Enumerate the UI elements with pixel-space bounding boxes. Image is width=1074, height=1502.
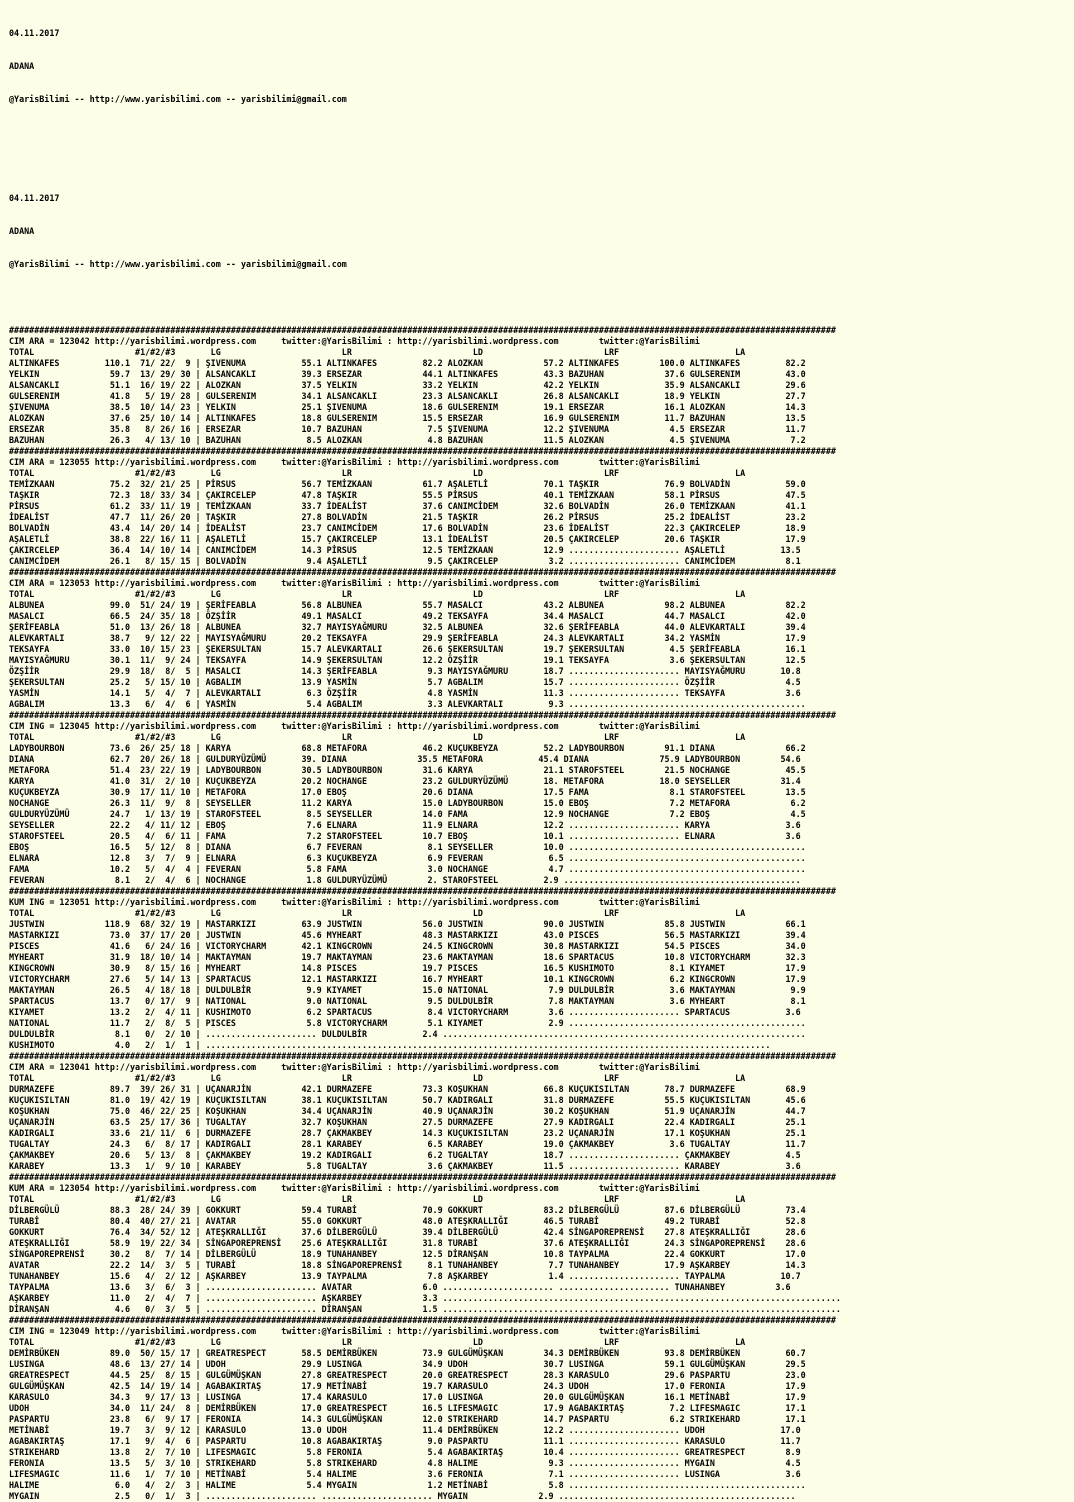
result-row: FERONIA 13.5 5/ 3/ 10 | STRIKEHARD 5.8 STRIKEHARD 4.8 HALIME 9.3 ...................... MYGAIN 4.5: [9, 1458, 801, 1468]
result-row: BOLVADİN 43.4 14/ 20/ 14 | İDEALİST 23.7 CANIMCİDEM 17.6 BOLVADİN 23.6 İDEALİST 22.3 ÇAKIRCELEP 18.9: [9, 523, 806, 533]
result-row: İDEALİST 47.7 11/ 26/ 20 | TAŞKIR 27.8 BOLVADİN 21.5 TAŞKIR 26.2 PİRSUS 25.2 İDEALİST 23.2: [9, 512, 806, 522]
race-header-line: CIM ARA = 123053 http://yarisbilimi.wordpress.com twitter:@YarisBilimi : http://yarisbilimi.wordpress.com twitter:@YarisBilimi: [9, 578, 700, 588]
column-header-line: TOTAL #1/#2/#3 LG LR LD LRF LA: [9, 1194, 746, 1204]
result-row: ŞERİFEABLA 51.0 13/ 26/ 18 | ALBUNEA 32.7 MAYISYAĞMURU 32.5 ALBUNEA 32.6 ŞERİFEABLA 44.0 ALEVKARTALI 39.4: [9, 622, 806, 632]
blank-line: [9, 292, 1074, 303]
result-row: METAFORA 51.4 23/ 22/ 19 | LADYBOURBON 30.5 LADYBOURBON 31.6 KARYA 21.1 STAROFSTEEL 21.5 NOCHANGE 45.5: [9, 765, 806, 775]
result-row: EBOŞ 16.5 5/ 12/ 8 | DIANA 6.7 FEVERAN 8.1 SEYSELLER 10.0 ...............................................: [9, 842, 806, 852]
result-row: AŞALETLİ 38.8 22/ 16/ 11 | AŞALETLİ 15.7 ÇAKIRCELEP 13.1 İDEALİST 20.5 ÇAKIRCELEP 20.6 TAŞKIR 17.9: [9, 534, 806, 544]
race-header-line: KUM ING = 123051 http://yarisbilimi.wordpress.com twitter:@YarisBilimi : http://yarisbilimi.wordpress.com twitter:@YarisBilimi: [9, 897, 700, 907]
result-row: LIFESMAGIC 11.6 1/ 7/ 10 | METİNABİ 5.4 HALIME 3.6 FERONIA 7.1 ...................... LUSINGA 3.6: [9, 1469, 801, 1479]
result-row: AVATAR 22.2 14/ 3/ 5 | TURABİ 18.8 SİNGAPOREPRENSİ 8.1 TUNAHANBEY 7.7 TUNAHANBEY 17.9 AŞKARBEY 14.3: [9, 1260, 806, 1270]
result-row: KARYA 41.0 31/ 2/ 10 | KUÇUKBEYZA 20.2 NOCHANGE 23.2 GULDURYÜZÜMÜ 18. METAFORA 18.0 SEYSELLER 31.4: [9, 776, 801, 786]
result-row: KIYAMET 13.2 2/ 4/ 11 | KUSHIMOTO 6.2 SPARTACUS 8.4 VICTORYCHARM 3.6 ...................... SPARTACUS 3.6: [9, 1007, 801, 1017]
result-row: YELKIN 59.7 13/ 29/ 30 | ALSANCAKLI 39.3 ERSEZAR 44.1 ALTINKAFES 43.3 BAZUHAN 37.6 GULSERENIM 43.0: [9, 369, 806, 379]
result-row: AŞKARBEY 11.0 2/ 4/ 7 | ...................... AŞKARBEY 3.3 ...............................................................................: [9, 1293, 841, 1303]
result-row: KARABEY 13.3 1/ 9/ 10 | KARABEY 5.8 TUGALTAY 3.6 ÇAKMAKBEY 11.5 ...................... KARABEY 3.6: [9, 1161, 801, 1171]
city-line: ADANA: [9, 226, 35, 236]
column-header-line: TOTAL #1/#2/#3 LG LR LD LRF LA: [9, 589, 746, 599]
result-row: PİRSUS 61.2 33/ 11/ 19 | TEMİZKAAN 33.7 İDEALİST 37.6 CANIMCİDEM 32.6 BOLVADİN 26.0 TEMİZKAAN 41.1: [9, 501, 806, 511]
result-row: PASPARTU 23.8 6/ 9/ 17 | FERONIA 14.3 GULGÜMÜŞKAN 12.0 STRIKEHARD 14.7 PASPARTU 6.2 STRIKEHARD 17.1: [9, 1414, 806, 1424]
separator-line: ####################################################################################################################################################################: [9, 1172, 836, 1182]
result-row: SİNGAPOREPRENSİ 30.2 8/ 7/ 14 | DİLBERGÜLÜ 18.9 TUNAHANBEY 12.5 DİRANŞAN 10.8 TAYPALMA 22.4 GOKKURT 17.0: [9, 1249, 806, 1259]
result-row: DIANA 62.7 20/ 26/ 18 | GULDURYÜZÜMÜ 39. DIANA 35.5 METAFORA 45.4 DIANA 75.9 LADYBOURBON 54.6: [9, 754, 801, 764]
result-row: YASMİN 14.1 5/ 4/ 7 | ALEVKARTALI 6.3 ÖZŞİİR 4.8 YASMİN 11.3 ...................... TEKSAYFA 3.6: [9, 688, 801, 698]
city-line: ADANA: [9, 61, 35, 71]
result-row: LUSINGA 48.6 13/ 27/ 14 | UDOH 29.9 LUSINGA 34.9 UDOH 30.7 LUSINGA 59.1 GULGÜMÜŞKAN 29.5: [9, 1359, 806, 1369]
result-row: ERSEZAR 35.8 8/ 26/ 16 | ERSEZAR 10.7 BAZUHAN 7.5 ŞIVENUMA 12.2 ŞIVENUMA 4.5 ERSEZAR 11.7: [9, 424, 806, 434]
result-row: ALSANCAKLI 51.1 16/ 19/ 22 | ALOZKAN 37.5 YELKIN 33.2 YELKIN 42.2 YELKIN 35.9 ALSANCAKLI 29.6: [9, 380, 806, 390]
result-row: GOKKURT 76.4 34/ 52/ 12 | ATEŞKRALLIĞI 37.6 DİLBERGÜLÜ 39.4 DİLBERGÜLÜ 42.4 SİNGAPOREPRENSİ 27.8 ATEŞKRALLIĞI 28.6: [9, 1227, 806, 1237]
result-row: LADYBOURBON 73.6 26/ 25/ 18 | KARYA 68.8 METAFORA 46.2 KUÇUKBEYZA 52.2 LADYBOURBON 91.1 DIANA 66.2: [9, 743, 806, 753]
result-row: FEVERAN 8.1 2/ 4/ 6 | NOCHANGE 1.8 GULDURYÜZÜMÜ 2. STAROFSTEEL 2.9 ...............................................: [9, 875, 801, 885]
race-header-line: CIM ARA = 123055 http://yarisbilimi.wordpress.com twitter:@YarisBilimi : http://yarisbilimi.wordpress.com twitter:@YarisBilimi: [9, 457, 700, 467]
result-row: HALIME 6.0 4/ 2/ 3 | HALIME 5.4 MYGAIN 1.2 METİNABİ 5.8 ...............................................: [9, 1480, 806, 1490]
separator-line: ####################################################################################################################################################################: [9, 886, 836, 896]
result-row: ÖZŞİİR 29.9 18/ 8/ 5 | MASALCI 14.3 ŞERİFEABLA 9.3 MAYISYAĞMURU 18.7 ...................... MAYISYAĞMURU 10.8: [9, 666, 801, 676]
result-row: MYGAIN 2.5 0/ 1/ 3 | ...................... ...................... MYGAIN 2.9 ...............................................: [9, 1491, 796, 1501]
contact-line: @YarisBilimi -- http://www.yarisbilimi.com -- yarisbilimi@gmail.com: [9, 94, 347, 104]
result-row: KUÇUKISILTAN 81.0 19/ 42/ 19 | KUÇUKISILTAN 38.1 KUÇUKISILTAN 50.7 KADIRGALI 31.8 DURMAZEFE 55.5 KUÇUKISILTAN 45.6: [9, 1095, 806, 1105]
result-row: UÇANARJİN 63.5 25/ 17/ 36 | TUGALTAY 32.7 KOŞUKHAN 27.5 DURMAZEFE 27.9 KADIRGALI 22.4 KADIRGALI 25.1: [9, 1117, 806, 1127]
result-row: TUGALTAY 24.3 6/ 8/ 17 | KADIRGALI 28.1 KARABEY 6.5 KARABEY 19.0 ÇAKMAKBEY 3.6 TUGALTAY 11.7: [9, 1139, 806, 1149]
column-header-line: TOTAL #1/#2/#3 LG LR LD LRF LA: [9, 732, 746, 742]
separator-line: ####################################################################################################################################################################: [9, 446, 836, 456]
result-row: GULDURYÜZÜMÜ 24.7 1/ 13/ 19 | STAROFSTEEL 8.5 SEYSELLER 14.0 FAMA 12.9 NOCHANGE 7.2 EBOŞ 4.5: [9, 809, 806, 819]
column-header-line: TOTAL #1/#2/#3 LG LR LD LRF LA: [9, 347, 746, 357]
result-row: MAYISYAĞMURU 30.1 11/ 9/ 24 | TEKSAYFA 14.9 ŞEKERSULTAN 12.2 ÖZŞİİR 19.1 TEKSAYFA 3.6 ŞEKERSULTAN 12.5: [9, 655, 806, 665]
race-header-line: CIM ARA = 123042 http://yarisbilimi.wordpress.com twitter:@YarisBilimi : http://yarisbilimi.wordpress.com twitter:@YarisBilimi: [9, 336, 700, 346]
result-row: NOCHANGE 26.3 11/ 9/ 8 | SEYSELLER 11.2 KARYA 15.0 LADYBOURBON 15.0 EBOŞ 7.2 METAFORA 6.2: [9, 798, 806, 808]
separator-line: ####################################################################################################################################################################: [9, 567, 836, 577]
result-row: STRIKEHARD 13.8 2/ 7/ 10 | LIFESMAGIC 5.8 FERONIA 5.4 AGABAKIRTAŞ 10.4 ...................... GREATRESPECT 8.9: [9, 1447, 801, 1457]
result-row: ÇAKIRCELEP 36.4 14/ 10/ 14 | CANIMCİDEM 14.3 PİRSUS 12.5 TEMİZKAAN 12.9 ...................... AŞALETLİ 13.5: [9, 545, 801, 555]
result-row: TAŞKIR 72.3 18/ 33/ 34 | ÇAKIRCELEP 47.8 TAŞKIR 55.5 PİRSUS 40.1 TEMİZKAAN 58.1 PİRSUS 47.5: [9, 490, 806, 500]
race-header-line: KUM ARA = 123054 http://yarisbilimi.wordpress.com twitter:@YarisBilimi : http://yarisbilimi.wordpress.com twitter:@YarisBilimi: [9, 1183, 700, 1193]
result-row: TURABİ 80.4 40/ 27/ 21 | AVATAR 55.0 GOKKURT 48.0 ATEŞKRALLIĞI 46.5 TURABİ 49.2 TURABİ 52.8: [9, 1216, 806, 1226]
result-row: ALEVKARTALI 38.7 9/ 12/ 22 | MAYISYAĞMURU 20.2 TEKSAYFA 29.9 ŞERİFEABLA 24.3 ALEVKARTALI 34.2 YASMİN 17.9: [9, 633, 806, 643]
result-row: GULGÜMÜŞKAN 42.5 14/ 19/ 14 | AGABAKIRTAŞ 17.9 METİNABİ 19.7 KARASULO 24.3 UDOH 17.0 FERONIA 17.9: [9, 1381, 806, 1391]
result-row: KUSHIMOTO 4.0 2/ 1/ 1 | ................................................................................................................: [9, 1040, 771, 1050]
result-row: ŞEKERSULTAN 25.2 5/ 15/ 10 | AGBALIM 13.9 YASMİN 5.7 AGBALIM 15.7 ...................... ÖZŞİİR 4.5: [9, 677, 801, 687]
blank-line: [9, 127, 1074, 138]
result-row: ATEŞKRALLIĞI 58.9 19/ 22/ 34 | SİNGAPOREPRENSİ 25.6 ATEŞKRALLIĞI 31.8 TURABİ 37.6 ATEŞKRALLIĞI 24.3 SİNGAPOREPRENSİ 28.6: [9, 1238, 806, 1248]
race-header-line: CIM ING = 123045 http://yarisbilimi.wordpress.com twitter:@YarisBilimi : http://yarisbilimi.wordpress.com twitter:@YarisBilimi: [9, 721, 700, 731]
result-row: AGBALIM 13.3 6/ 4/ 6 | YASMİN 5.4 AGBALIM 3.3 ALEVKARTALI 9.3 ...............................................: [9, 699, 806, 709]
result-row: SEYSELLER 22.2 4/ 11/ 12 | EBOŞ 7.6 ELNARA 11.9 ELNARA 12.2 ...................... KARYA 3.6: [9, 820, 801, 830]
result-row: JUSTWIN 118.9 68/ 32/ 19 | MASTARKIZI 63.9 JUSTWIN 56.0 JUSTWIN 90.0 JUSTWIN 85.8 JUSTWIN 66.1: [9, 919, 806, 929]
result-row: TAYPALMA 13.6 3/ 6/ 3 | ...................... AVATAR 6.0 ...................... ...................... TUNAHANBEY 3.6: [9, 1282, 791, 1292]
result-row: SPARTACUS 13.7 0/ 17/ 9 | NATIONAL 9.0 NATIONAL 9.5 DULDULBİR 7.8 MAKTAYMAN 3.6 MYHEART 8.1: [9, 996, 806, 1006]
result-row: ELNARA 12.8 3/ 7/ 9 | ELNARA 6.3 KUÇUKBEYZA 6.9 FEVERAN 6.5 ...............................................: [9, 853, 806, 863]
result-row: KUÇUKBEYZA 30.9 17/ 11/ 10 | METAFORA 17.0 EBOŞ 20.6 DIANA 17.5 FAMA 8.1 STAROFSTEEL 13.5: [9, 787, 806, 797]
result-row: KARASULO 34.3 9/ 17/ 13 | LUSINGA 17.4 KARASULO 17.0 LUSINGA 20.0 GULGÜMÜŞKAN 16.1 METİNABİ 17.9: [9, 1392, 806, 1402]
separator-line: ####################################################################################################################################################################: [9, 1051, 836, 1061]
result-row: MAKTAYMAN 26.5 4/ 18/ 18 | DULDULBİR 9.9 KIYAMET 15.0 NATIONAL 7.9 DULDULBİR 3.6 MAKTAYMAN 9.9: [9, 985, 806, 995]
date-line: 04.11.2017: [9, 193, 60, 203]
result-row: MASTARKIZI 73.0 37/ 17/ 20 | JUSTWIN 45.6 MYHEART 48.3 MASTARKIZI 43.0 PISCES 56.5 MASTARKIZI 39.4: [9, 930, 806, 940]
result-row: ŞIVENUMA 38.5 10/ 14/ 23 | YELKIN 25.1 ŞIVENUMA 18.6 GULSERENIM 19.1 ERSEZAR 16.1 ALOZKAN 14.3: [9, 402, 806, 412]
result-row: TUNAHANBEY 15.6 4/ 2/ 12 | AŞKARBEY 13.9 TAYPALMA 7.8 AŞKARBEY 1.4 ...................... TAYPALMA 10.7: [9, 1271, 801, 1281]
result-row: KINGCROWN 30.9 8/ 15/ 16 | MYHEART 14.8 PISCES 19.7 PISCES 16.5 KUSHIMOTO 8.1 KIYAMET 17.9: [9, 963, 806, 973]
result-row: ALOZKAN 37.6 25/ 10/ 14 | ALTINKAFES 18.8 GULSERENIM 15.5 ERSEZAR 16.9 GULSERENIM 11.7 BAZUHAN 13.5: [9, 413, 806, 423]
result-row: ALBUNEA 99.0 51/ 24/ 19 | ŞERİFEABLA 56.8 ALBUNEA 55.7 MASALCI 43.2 ALBUNEA 98.2 ALBUNEA 82.2: [9, 600, 806, 610]
result-row: DULDULBİR 8.1 0/ 2/ 10 | ...................... DULDULBİR 2.4 ........................................................................: [9, 1029, 806, 1039]
result-row: DİLBERGÜLÜ 88.3 28/ 24/ 39 | GOKKURT 59.4 TURABİ 70.9 GOKKURT 83.2 DİLBERGÜLÜ 87.6 DİLBERGÜLÜ 73.4: [9, 1205, 806, 1215]
result-row: KADIRGALI 33.6 21/ 11/ 6 | DURMAZEFE 28.7 ÇAKMAKBEY 14.3 KUÇUKISILTAN 23.2 UÇANARJİN 17.1 KOŞUKHAN 25.1: [9, 1128, 806, 1138]
result-row: ALTINKAFES 110.1 71/ 22/ 9 | ŞIVENUMA 55.1 ALTINKAFES 82.2 ALOZKAN 57.2 ALTINKAFES 100.0 ALTINKAFES 82.2: [9, 358, 806, 368]
race-blocks: [9, 325, 1074, 1501]
result-row: UDOH 34.0 11/ 24/ 8 | DEMİRBÜKEN 17.0 GREATRESPECT 16.5 LIFESMAGIC 17.9 AGABAKIRTAŞ 7.2 LIFESMAGIC 17.1: [9, 1403, 806, 1413]
result-row: DİRANŞAN 4.6 0/ 3/ 5 | ...................... DİRANŞAN 1.5 ...............................................................................: [9, 1304, 841, 1314]
column-header-line: TOTAL #1/#2/#3 LG LR LD LRF LA: [9, 1337, 746, 1347]
result-row: DURMAZEFE 89.7 39/ 26/ 31 | UÇANARJİN 42.1 DURMAZEFE 73.3 KOŞUKHAN 66.8 KUÇUKISILTAN 78.7 DURMAZEFE 68.9: [9, 1084, 806, 1094]
result-row: MYHEART 31.9 18/ 10/ 14 | MAKTAYMAN 19.7 MAKTAYMAN 23.6 MAKTAYMAN 18.6 SPARTACUS 10.8 VICTORYCHARM 32.3: [9, 952, 806, 962]
result-row: TEKSAYFA 33.0 10/ 15/ 23 | ŞEKERSULTAN 15.7 ALEVKARTALI 26.6 ŞEKERSULTAN 19.7 ŞEKERSULTAN 4.5 ŞERİFEABLA 16.1: [9, 644, 806, 654]
result-row: VICTORYCHARM 27.6 5/ 14/ 13 | SPARTACUS 12.1 MASTARKIZI 16.7 MYHEART 10.1 KINGCROWN 6.2 KINGCROWN 17.9: [9, 974, 806, 984]
result-row: FAMA 10.2 5/ 4/ 4 | FEVERAN 5.8 FAMA 3.0 NOCHANGE 4.7 ...............................................: [9, 864, 806, 874]
result-row: ÇAKMAKBEY 20.6 5/ 13/ 8 | ÇAKMAKBEY 19.2 KADIRGALI 6.2 TUGALTAY 18.7 ...................... ÇAKMAKBEY 4.5: [9, 1150, 801, 1160]
result-row: METİNABİ 19.7 3/ 9/ 12 | KARASULO 13.0 UDOH 11.4 DEMİRBÜKEN 12.2 ...................... UDOH 17.0: [9, 1425, 801, 1435]
result-row: AGABAKIRTAŞ 17.1 9/ 4/ 6 | PASPARTU 10.8 AGABAKIRTAŞ 9.0 PASPARTU 11.1 ...................... KARASULO 11.7: [9, 1436, 801, 1446]
column-header-line: TOTAL #1/#2/#3 LG LR LD LRF LA: [9, 468, 746, 478]
contact-line: @YarisBilimi -- http://www.yarisbilimi.com -- yarisbilimi@gmail.com: [9, 259, 347, 269]
blank-line: [9, 160, 1074, 171]
result-row: CANIMCİDEM 26.1 8/ 15/ 15 | BOLVADİN 9.4 AŞALETLİ 9.5 ÇAKIRCELEP 3.2 ...................... CANIMCİDEM 8.1: [9, 556, 801, 566]
column-header-line: TOTAL #1/#2/#3 LG LR LD LRF LA: [9, 908, 746, 918]
result-row: GULSERENIM 41.8 5/ 19/ 28 | GULSERENIM 34.1 ALSANCAKLI 23.3 ALSANCAKLI 26.8 ALSANCAKLI 18.9 YELKIN 27.7: [9, 391, 806, 401]
result-row: MASALCI 66.5 24/ 35/ 18 | ÖZŞİİR 49.1 MASALCI 49.2 TEKSAYFA 34.4 MASALCI 44.7 MASALCI 42.0: [9, 611, 806, 621]
race-header-line: CIM ING = 123049 http://yarisbilimi.wordpress.com twitter:@YarisBilimi : http://yarisbilimi.wordpress.com twitter:@YarisBilimi: [9, 1326, 700, 1336]
separator-line: ####################################################################################################################################################################: [9, 325, 836, 335]
date-line: 04.11.2017: [9, 28, 60, 38]
result-row: DEMİRBÜKEN 89.0 50/ 15/ 17 | GREATRESPECT 58.5 DEMİRBÜKEN 73.9 GULGÜMÜŞKAN 34.3 DEMİRBÜKEN 93.8 DEMİRBÜKEN 60.7: [9, 1348, 806, 1358]
result-row: KOŞUKHAN 75.0 46/ 22/ 25 | KOŞUKHAN 34.4 UÇANARJİN 40.9 UÇANARJİN 30.2 KOŞUKHAN 51.9 UÇANARJİN 44.7: [9, 1106, 806, 1116]
column-header-line: TOTAL #1/#2/#3 LG LR LD LRF LA: [9, 1073, 746, 1083]
result-row: STAROFSTEEL 20.5 4/ 6/ 11 | FAMA 7.2 STAROFSTEEL 10.7 EBOŞ 10.1 ...................... ELNARA 3.6: [9, 831, 801, 841]
result-row: BAZUHAN 26.3 4/ 13/ 10 | BAZUHAN 8.5 ALOZKAN 4.8 BAZUHAN 11.5 ALOZKAN 4.5 ŞIVENUMA 7.2: [9, 435, 806, 445]
separator-line: ####################################################################################################################################################################: [9, 1315, 836, 1325]
race-header-line: CIM ARA = 123041 http://yarisbilimi.wordpress.com twitter:@YarisBilimi : http://yarisbilimi.wordpress.com twitter:@YarisBilimi: [9, 1062, 700, 1072]
separator-line: ####################################################################################################################################################################: [9, 710, 836, 720]
result-row: TEMİZKAAN 75.2 32/ 21/ 25 | PİRSUS 56.7 TEMİZKAAN 61.7 AŞALETLİ 70.1 TAŞKIR 76.9 BOLVADİN 59.0: [9, 479, 806, 489]
result-row: NATIONAL 11.7 2/ 8/ 5 | PISCES 5.8 VICTORYCHARM 5.1 KIYAMET 2.9 ...............................................: [9, 1018, 806, 1028]
result-row: GREATRESPECT 44.5 25/ 8/ 15 | GULGÜMÜŞKAN 27.8 GREATRESPECT 20.0 GREATRESPECT 28.3 KARASULO 29.6 PASPARTU 23.0: [9, 1370, 806, 1380]
result-row: PISCES 41.6 6/ 24/ 16 | VICTORYCHARM 42.1 KINGCROWN 24.5 KINGCROWN 30.8 MASTARKIZI 54.5 PISCES 34.0: [9, 941, 806, 951]
